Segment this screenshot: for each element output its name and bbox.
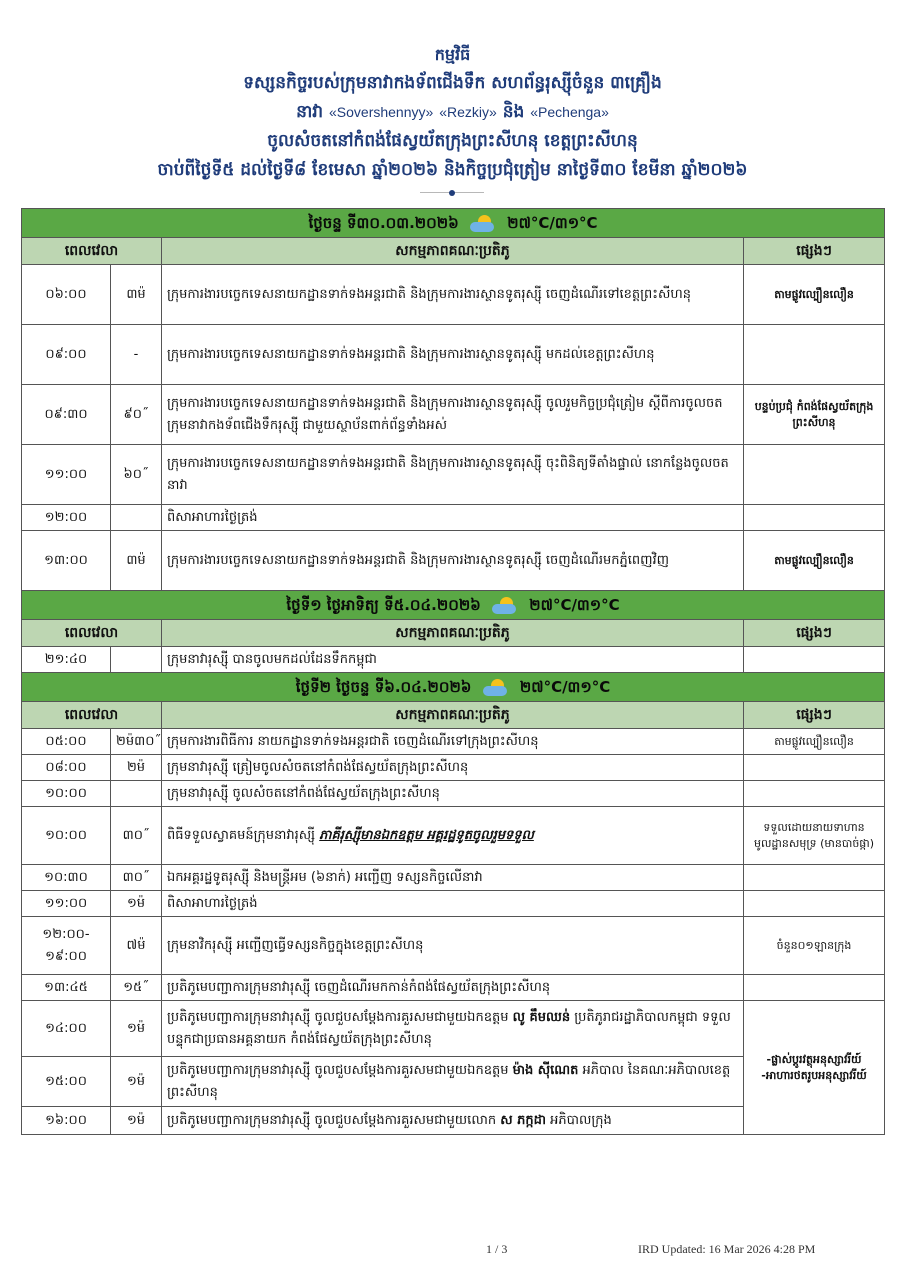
col-time: ពេលវេលា bbox=[22, 702, 162, 729]
column-header-row bbox=[22, 238, 885, 265]
row-note bbox=[744, 755, 885, 781]
header-divider bbox=[420, 191, 484, 195]
table-row bbox=[22, 445, 885, 505]
table-row bbox=[22, 917, 885, 975]
table-row bbox=[22, 531, 885, 591]
row-note bbox=[744, 865, 885, 891]
ship-and: និង bbox=[502, 102, 525, 122]
row-duration: ១ម៉ bbox=[111, 1057, 162, 1107]
row-activity: ក្រុមនាវារុស្ស៊ី ចូលសំចតនៅកំពង់ផែស្វយ័តក្រុងព្រះសីហនុ bbox=[162, 781, 744, 807]
row-activity: ក្រុមការងារបច្ចេកទេសនាយកដ្ឋានទាក់ទងអន្តរជាតិ និងក្រុមការងារស្ថានទូតរុស្ស៊ី មកដល់ខេត្តព្រះសីហនុ bbox=[162, 325, 744, 385]
row-note bbox=[744, 505, 885, 531]
row-note: ចំនួន០១ឡានក្រុង bbox=[744, 917, 885, 975]
page-number: 1 / 3 bbox=[486, 1242, 508, 1256]
row-duration: ៩០˝ bbox=[111, 385, 162, 445]
row-duration: ២ម៉ bbox=[111, 755, 162, 781]
table-row bbox=[22, 865, 885, 891]
sun-cloud-icon bbox=[481, 679, 511, 697]
col-activity: សកម្មភាពគណៈប្រតិភូ bbox=[162, 238, 744, 265]
document-header bbox=[0, 40, 905, 185]
doc-subtitle-line3 bbox=[0, 98, 905, 127]
sun-cloud-icon bbox=[468, 215, 498, 233]
day-temp: ២៧°C/៣១°C bbox=[519, 678, 611, 696]
column-header-row bbox=[22, 620, 885, 647]
row-duration: - bbox=[111, 325, 162, 385]
table-row bbox=[22, 755, 885, 781]
row-activity: ក្រុមការងារបច្ចេកទេសនាយកដ្ឋានទាក់ទងអន្តរជាតិ និងក្រុមការងារស្ថានទូតរុស្ស៊ី ចេញដំណើរទៅខេត្តព្រះសីហនុ bbox=[162, 265, 744, 325]
official-name: ម៉ាង ស៊ីណេត bbox=[512, 1062, 579, 1078]
row-duration: ៦០˝ bbox=[111, 445, 162, 505]
row-note bbox=[744, 445, 885, 505]
day-title: ថ្ងៃទី២ ថ្ងៃចន្ទ ទី៦.០៤.២០២៦ bbox=[295, 678, 472, 696]
day-header bbox=[22, 673, 885, 702]
row-time: ១១:០០ bbox=[22, 891, 111, 917]
row-time: ១៣:៤៥ bbox=[22, 975, 111, 1001]
row-time: ១៦:០០ bbox=[22, 1107, 111, 1135]
table-row bbox=[22, 265, 885, 325]
table-row bbox=[22, 505, 885, 531]
activity-tail: អភិបាលក្រុង bbox=[550, 1112, 612, 1128]
row-time: ០៩:០០ bbox=[22, 325, 111, 385]
row-duration: ១ម៉ bbox=[111, 1107, 162, 1135]
official-name: លូ គឹមឈន់ bbox=[512, 1009, 571, 1025]
row-duration bbox=[111, 781, 162, 807]
col-notes: ផ្សេងៗ bbox=[744, 702, 885, 729]
doc-subtitle-line4: ចូលសំចតនៅកំពង់ផែស្វយ័តក្រុងព្រះសីហនុ ខេត្តព្រះសីហនុ bbox=[267, 131, 638, 151]
table-row bbox=[22, 807, 885, 865]
row-activity: ក្រុមនាវារុស្ស៊ី ត្រៀមចូលសំចតនៅកំពង់ផែស្វយ័តក្រុងព្រះសីហនុ bbox=[162, 755, 744, 781]
day-temp: ២៧°C/៣១°C bbox=[507, 214, 598, 232]
table-row bbox=[22, 975, 885, 1001]
row-note bbox=[744, 891, 885, 917]
row-duration: ១ម៉ bbox=[111, 891, 162, 917]
activity-text: ប្រតិភូមេបញ្ជាការក្រុមនាវារុស្ស៊ី ចូលជួបសម្តែងការគួរសមជាមួយលោក bbox=[167, 1112, 497, 1128]
updated-stamp: IRD Updated: 16 Mar 2026 4:28 PM bbox=[638, 1242, 816, 1256]
ship-prefix: នាវា bbox=[296, 102, 324, 122]
row-time: ២១:៤០ bbox=[22, 647, 111, 673]
row-time: ១០:៣០ bbox=[22, 865, 111, 891]
activity-text: ពិធីទទួលស្វាគមន៍ក្រុមនាវារុស្ស៊ី bbox=[167, 827, 316, 843]
row-note: តាមផ្លូវល្បឿនលឿន bbox=[744, 531, 885, 591]
doc-title: កម្មវិធី bbox=[434, 45, 471, 64]
col-notes: ផ្សេងៗ bbox=[744, 620, 885, 647]
activity-highlight: ភាគីរុស្ស៊ីមានឯកឧត្តម អគ្គរដ្ឋទូតចូលរួមទទួល bbox=[319, 827, 534, 843]
table-row bbox=[22, 385, 885, 445]
table-row bbox=[22, 647, 885, 673]
row-duration bbox=[111, 647, 162, 673]
table-row bbox=[22, 891, 885, 917]
table-row bbox=[22, 325, 885, 385]
row-duration: ២ម៉៣០˝ bbox=[111, 729, 162, 755]
day-header bbox=[22, 591, 885, 620]
col-activity: សកម្មភាពគណៈប្រតិភូ bbox=[162, 620, 744, 647]
row-time: ១១:០០ bbox=[22, 445, 111, 505]
row-duration: ៣០˝ bbox=[111, 807, 162, 865]
row-duration: ៣ម៉ bbox=[111, 531, 162, 591]
sun-cloud-icon bbox=[490, 597, 520, 615]
row-time: ១៣:០០ bbox=[22, 531, 111, 591]
row-activity: ឯកអគ្គរដ្ឋទូតរុស្ស៊ី និងមន្ត្រីអម (៦នាក់) អញ្ជើញ ទស្សនកិច្ចលើនាវា bbox=[162, 865, 744, 891]
row-note: តាមផ្លូវល្បឿនលឿន bbox=[744, 729, 885, 755]
row-activity: ក្រុមនាវារុស្ស៊ី បានចូលមកដល់ដែនទឹកកម្ពុជា bbox=[162, 647, 744, 673]
row-activity: ក្រុមនាវិករុស្ស៊ី អញ្ជើញធ្វើទស្សនកិច្ចក្នុងខេត្តព្រះសីហនុ bbox=[162, 917, 744, 975]
row-note bbox=[744, 975, 885, 1001]
activity-tail: អភិបាល នៃគណៈអភិបាលខេត្តព្រះសីហនុ bbox=[167, 1062, 731, 1100]
merged-note-line2: -អាហារថតរូបអនុស្សាវរីយ៍ bbox=[761, 1068, 867, 1082]
ship-name-2: «Rezkiy» bbox=[439, 104, 497, 120]
row-time: ១៤:០០ bbox=[22, 1001, 111, 1057]
activity-text: ប្រតិភូមេបញ្ជាការក្រុមនាវារុស្ស៊ី ចូលជួបសម្តែងការគួរសមជាមួយឯកឧត្តម bbox=[167, 1009, 509, 1025]
official-name: ស ភក្កដា bbox=[500, 1112, 547, 1128]
row-duration: ១៥˝ bbox=[111, 975, 162, 1001]
row-time: ១០:០០ bbox=[22, 807, 111, 865]
row-activity bbox=[162, 1107, 744, 1135]
row-duration bbox=[111, 505, 162, 531]
row-activity: ក្រុមការងារបច្ចេកទេសនាយកដ្ឋានទាក់ទងអន្តរជាតិ និងក្រុមការងារស្ថានទូតរុស្ស៊ី ចេញដំណើរមកភ្នំពេញវិញ bbox=[162, 531, 744, 591]
activity-text: ប្រតិភូមេបញ្ជាការក្រុមនាវារុស្ស៊ី ចូលជួបសម្តែងការគួរសមជាមួយឯកឧត្តម bbox=[167, 1062, 509, 1078]
row-time: ១៥:០០ bbox=[22, 1057, 111, 1107]
row-duration: ៣០˝ bbox=[111, 865, 162, 891]
doc-subtitle-line5: ចាប់ពីថ្ងៃទី៥ ដល់ថ្ងៃទី៨ ខែមេសា ឆ្នាំ២០២៦ និងកិច្ចប្រជុំត្រៀម នាថ្ងៃទី៣០ ខែមីនា ឆ្នាំ២០២៦ bbox=[157, 160, 748, 180]
table-row bbox=[22, 1001, 885, 1057]
col-time: ពេលវេលា bbox=[22, 620, 162, 647]
day-title: ថ្ងៃចន្ទ ទី៣០.០៣.២០២៦ bbox=[308, 214, 459, 232]
table-row bbox=[22, 781, 885, 807]
row-activity: ពិសាអាហារថ្ងៃត្រង់ bbox=[162, 505, 744, 531]
row-time: ០៥:០០ bbox=[22, 729, 111, 755]
column-header-row bbox=[22, 702, 885, 729]
col-activity: សកម្មភាពគណៈប្រតិភូ bbox=[162, 702, 744, 729]
doc-subtitle-line2: ទស្សនកិច្ចរបស់ក្រុមនាវាកងទ័ពជើងទឹក សហព័ន្ធរុស្ស៊ីចំនួន ៣គ្រឿង bbox=[243, 73, 662, 93]
row-time: ០៩:៣០ bbox=[22, 385, 111, 445]
col-time: ពេលវេលា bbox=[22, 238, 162, 265]
activity-tail: ប្រតិភូរាជរដ្ឋាភិបាលកម្ពុជា ទទួលបន្ទុកជាប្រធានអគ្គនាយក កំពង់ផែស្វយ័តក្រុងព្រះសីហនុ bbox=[167, 1009, 731, 1047]
row-activity bbox=[162, 1057, 744, 1107]
row-note bbox=[744, 781, 885, 807]
col-notes: ផ្សេងៗ bbox=[744, 238, 885, 265]
day-temp: ២៧°C/៣១°C bbox=[529, 596, 620, 614]
row-time: ១២:០០- ១៩:០០ bbox=[22, 917, 111, 975]
row-note: តាមផ្លូវល្បឿនលឿន bbox=[744, 265, 885, 325]
row-activity bbox=[162, 1001, 744, 1057]
table-row bbox=[22, 729, 885, 755]
row-time: ១២:០០ bbox=[22, 505, 111, 531]
row-activity bbox=[162, 807, 744, 865]
row-duration: ៧ម៉ bbox=[111, 917, 162, 975]
row-duration: ១ម៉ bbox=[111, 1001, 162, 1057]
row-note bbox=[744, 647, 885, 673]
row-note: បន្ទប់ប្រជុំ កំពង់ផែស្វយ័តក្រុងព្រះសីហនុ bbox=[744, 385, 885, 445]
row-activity: ប្រតិភូមេបញ្ជាការក្រុមនាវារុស្ស៊ី ចេញដំណើរមកកាន់កំពង់ផែស្វយ័តក្រុងព្រះសីហនុ bbox=[162, 975, 744, 1001]
row-duration: ៣ម៉ bbox=[111, 265, 162, 325]
row-time: ០៨:០០ bbox=[22, 755, 111, 781]
row-note: ទទួលដោយនាយទាហានមូលដ្ឋានសមុទ្រ (មានបាច់ផ្កា) bbox=[744, 807, 885, 865]
merged-note bbox=[744, 1001, 885, 1135]
row-activity: ក្រុមការងារពិធីការ នាយកដ្ឋានទាក់ទងអន្តរជាតិ ចេញដំណើរទៅក្រុងព្រះសីហនុ bbox=[162, 729, 744, 755]
ship-name-3: «Pechenga» bbox=[530, 104, 609, 120]
row-time: ១០:០០ bbox=[22, 781, 111, 807]
day-header bbox=[22, 209, 885, 238]
day-title: ថ្ងៃទី១ ថ្ងៃអាទិត្យ ទី៥.០៤.២០២៦ bbox=[286, 596, 481, 614]
row-time: ០៦:០០ bbox=[22, 265, 111, 325]
ship-name-1: «Sovershennyy» bbox=[329, 104, 434, 120]
row-note bbox=[744, 325, 885, 385]
row-activity: ក្រុមការងារបច្ចេកទេសនាយកដ្ឋានទាក់ទងអន្តរជាតិ និងក្រុមការងារស្ថានទូតរុស្ស៊ី ចូលរួមកិច្ចប្រជុំត្រៀម ស្តីពីការចូលចតក្រុមនាវាកងទ័ពជើងទឹករុស្ស៊ី ជាមួយស្ថាប័នពាក់ព័ន្ធទាំងអស់ bbox=[162, 385, 744, 445]
schedule-table bbox=[21, 208, 885, 1135]
row-activity: ក្រុមការងារបច្ចេកទេសនាយកដ្ឋានទាក់ទងអន្តរជាតិ និងក្រុមការងារស្ថានទូតរុស្ស៊ី ចុះពិនិត្យទីតាំងផ្ទាល់ នោកន្លែងចូលចតនាវា bbox=[162, 445, 744, 505]
merged-note-line1: -ផ្លាស់ប្តូរវត្ថុអនុស្សាវរីយ៍ bbox=[766, 1052, 862, 1066]
row-activity: ពិសាអាហារថ្ងៃត្រង់ bbox=[162, 891, 744, 917]
